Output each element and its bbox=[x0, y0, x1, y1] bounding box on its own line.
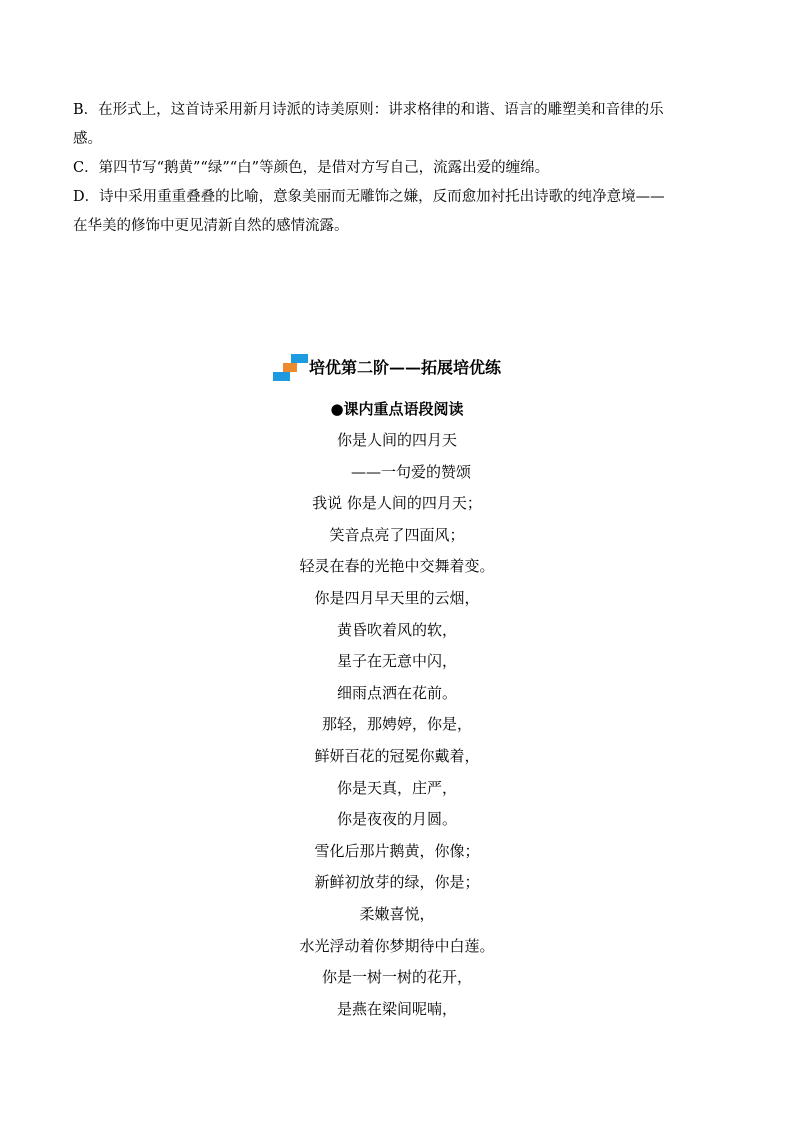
subsection-title: ●课内重点语段阅读 bbox=[330, 400, 464, 418]
option-b-line-1: B．在形式上，这首诗采用新月诗派的诗美原则：讲求格律的和谐、语言的雕塑美和音律的乐 bbox=[73, 102, 664, 118]
section-header bbox=[0, 352, 794, 382]
poem bbox=[0, 425, 794, 1025]
poem-line: 笑音点亮了四面风； bbox=[329, 525, 465, 544]
option-b-line-2: 感。 bbox=[73, 131, 102, 147]
stacked-squares-icon bbox=[273, 354, 309, 382]
poem-line: 我说 你是人间的四月天； bbox=[312, 494, 482, 513]
poem-line: 鲜妍百花的冠冕你戴着， bbox=[314, 746, 480, 765]
poem-line: 你是天真，庄严， bbox=[336, 778, 457, 797]
poem-title: 你是人间的四月天 bbox=[336, 431, 457, 449]
poem-line: 你是夜夜的月圆。 bbox=[336, 810, 457, 829]
poem-line: 是燕在梁间呢喃， bbox=[336, 999, 457, 1018]
poem-line: 黄昏吹着风的软， bbox=[336, 620, 457, 639]
poem-line: 新鲜初放芽的绿，你是； bbox=[314, 873, 480, 892]
option-d-line-1: D．诗中采用重重叠叠的比喻，意象美丽而无雕饰之嫌，反而愈加衬托出诗歌的纯净意境—— bbox=[73, 189, 665, 205]
poem-line: 水光浮动着你梦期待中白莲。 bbox=[299, 936, 495, 955]
poem-line: 柔嫩喜悦， bbox=[359, 904, 435, 923]
poem-line: 星子在无意中闪， bbox=[336, 652, 457, 671]
poem-subtitle: ——一句爱的赞颂 bbox=[350, 462, 471, 481]
poem-line: 轻灵在春的光艳中交舞着变。 bbox=[299, 557, 495, 576]
section-title: 培优第二阶——拓展培优练 bbox=[309, 358, 502, 377]
poem-line: 雪化后那片鹅黄，你像； bbox=[314, 841, 480, 860]
poem-line: 你是一树一树的花开， bbox=[321, 968, 472, 987]
option-c: C．第四节写“鹅黄”“绿”“白”等颜色，是借对方写自己，流露出爱的缠绵。 bbox=[73, 160, 550, 176]
option-d-line-2: 在华美的修饰中更见清新自然的感情流露。 bbox=[73, 218, 349, 234]
poem-line: 细雨点洒在花前。 bbox=[336, 683, 457, 702]
answer-options bbox=[73, 96, 723, 241]
poem-line: 那轻，那娉婷，你是， bbox=[321, 715, 472, 734]
poem-line: 你是四月早天里的云烟， bbox=[314, 588, 480, 607]
